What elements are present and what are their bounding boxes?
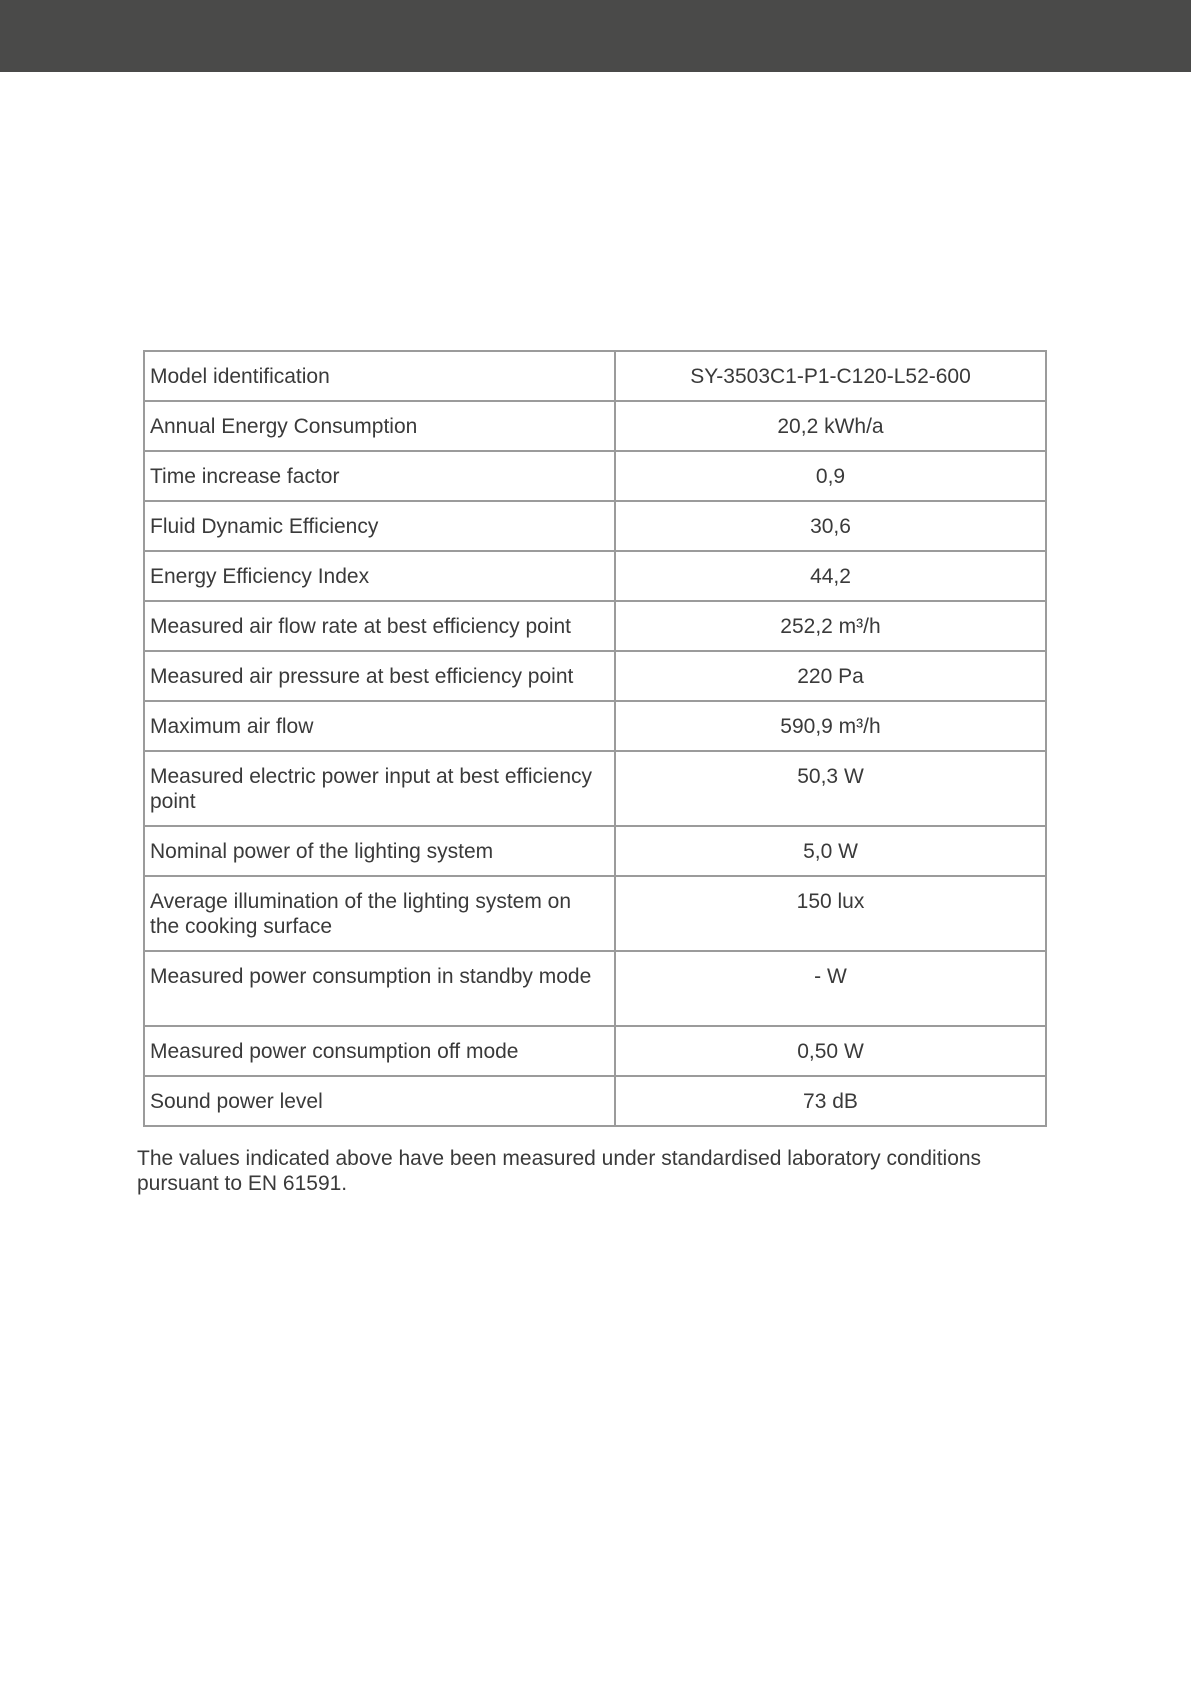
row-value: 50,3 W: [615, 751, 1046, 826]
row-value: 220 Pa: [615, 651, 1046, 701]
row-value: 73 dB: [615, 1076, 1046, 1126]
row-label: Time increase factor: [144, 451, 615, 501]
row-label: Nominal power of the lighting system: [144, 826, 615, 876]
row-label: Maximum air flow: [144, 701, 615, 751]
table-row: [144, 1026, 1046, 1076]
row-value: 590,9 m³/h: [615, 701, 1046, 751]
row-value: 5,0 W: [615, 826, 1046, 876]
table-row: [144, 501, 1046, 551]
table-row: [144, 1076, 1046, 1126]
row-value: 0,9: [615, 451, 1046, 501]
measurement-footnote: The values indicated above have been measured under standardised laboratory conditions pursuant to EN 61591.: [137, 1147, 982, 1195]
row-label: Measured electric power input at best efficiency point: [144, 751, 615, 826]
row-label: Model identification: [144, 351, 615, 401]
row-label: Fluid Dynamic Efficiency: [144, 501, 615, 551]
row-label: Measured air flow rate at best efficiency point: [144, 601, 615, 651]
row-value: 252,2 m³/h: [615, 601, 1046, 651]
table-row: [144, 451, 1046, 501]
table-row: [144, 701, 1046, 751]
row-value: 0,50 W: [615, 1026, 1046, 1076]
table-row: [144, 876, 1046, 951]
row-label: Energy Efficiency Index: [144, 551, 615, 601]
table-row: [144, 751, 1046, 826]
specification-table: [143, 350, 1047, 1127]
row-label: Annual Energy Consumption: [144, 401, 615, 451]
header-bar: [0, 0, 1191, 72]
row-value: 20,2 kWh/a: [615, 401, 1046, 451]
row-label: Measured power consumption in standby mode: [144, 951, 615, 1026]
table-row: [144, 601, 1046, 651]
row-value: 30,6: [615, 501, 1046, 551]
table-row: [144, 551, 1046, 601]
row-label: Measured air pressure at best efficiency point: [144, 651, 615, 701]
table-row: [144, 351, 1046, 401]
row-value: - W: [615, 951, 1046, 1026]
row-label: Sound power level: [144, 1076, 615, 1126]
table-row: [144, 401, 1046, 451]
row-value: 44,2: [615, 551, 1046, 601]
table-row: [144, 951, 1046, 1026]
row-value: 150 lux: [615, 876, 1046, 951]
table-row: [144, 826, 1046, 876]
row-label: Average illumination of the lighting system on the cooking surface: [144, 876, 615, 951]
row-value: SY-3503C1-P1-C120-L52-600: [615, 351, 1046, 401]
row-label: Measured power consumption off mode: [144, 1026, 615, 1076]
table-row: [144, 651, 1046, 701]
